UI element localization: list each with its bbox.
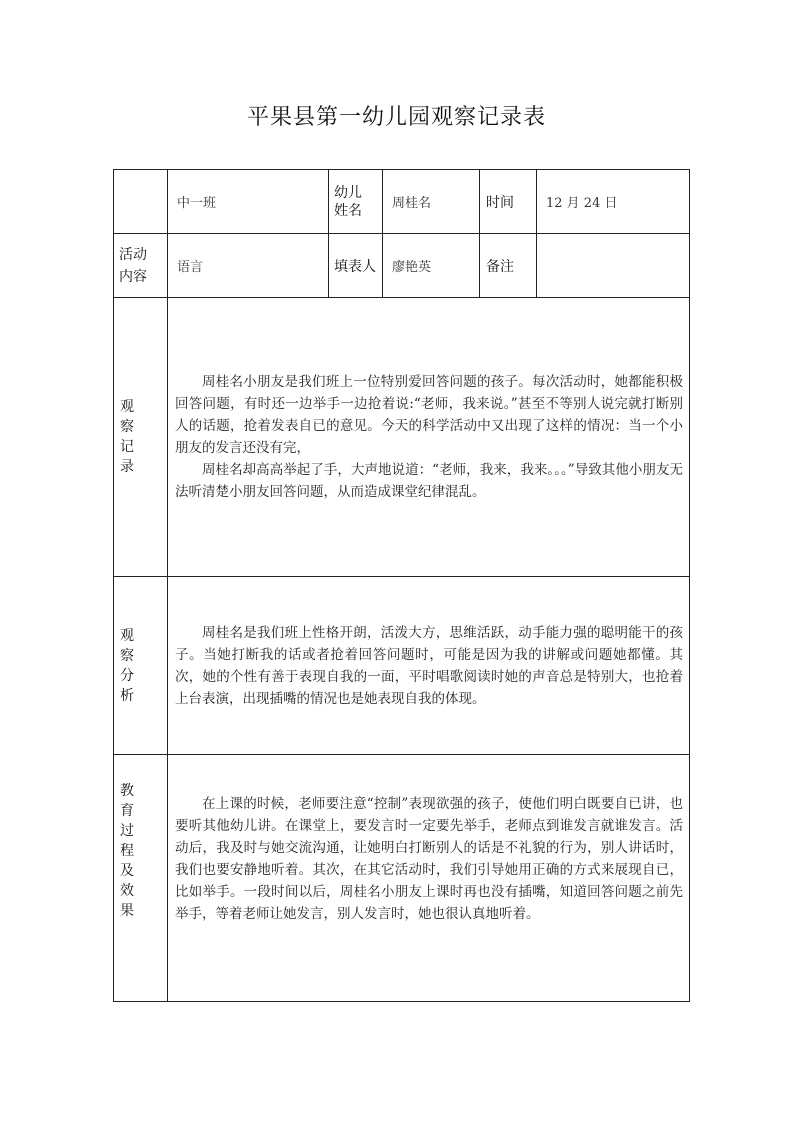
education-label [114, 755, 168, 1002]
class-value: 中一班 [168, 170, 329, 234]
analysis-label-char: 析 [120, 687, 134, 704]
education-label-char: 程 [120, 843, 134, 859]
record-content [168, 298, 690, 577]
child-name-label-line1: 幼儿 [334, 184, 362, 201]
time-value: 12 月 24 日 [537, 170, 690, 234]
activity-value: 语言 [168, 234, 329, 298]
record-label-char: 察 [120, 419, 134, 435]
header-row-1 [114, 170, 690, 234]
analysis-row [114, 577, 690, 755]
corner-cell [114, 170, 168, 234]
time-label: 时间 [480, 170, 537, 234]
education-label-char: 效 [120, 883, 134, 899]
education-label-char: 过 [120, 823, 134, 839]
activity-label [114, 234, 168, 298]
filler-value: 廖艳英 [383, 234, 480, 298]
analysis-label-char: 察 [120, 647, 134, 664]
analysis-label-char: 观 [120, 627, 134, 644]
activity-label-line1: 活动 [119, 246, 147, 263]
analysis-label-char: 分 [120, 667, 134, 684]
education-label-char: 育 [120, 803, 134, 819]
page-title: 平果县第一幼儿园观察记录表 [246, 105, 546, 130]
record-paragraph-1: 周桂名小朋友是我们班上一位特别爱回答问题的孩子。每次活动时，她都能积极回答问题，有时还一边举手一边抢着说:“老师，我来说。”甚至不等别人说完就打断别人的话题，抢着发表自已的意见。今天的科学活动中又出现了这样的情况：当一个小朋友的发言还没有完， [175, 374, 683, 456]
record-label-char: 录 [120, 459, 134, 475]
record-row [114, 298, 690, 577]
remark-value [537, 234, 690, 298]
record-label [114, 298, 168, 577]
child-name-value: 周桂名 [383, 170, 480, 234]
record-paragraph-2: 周桂名却高高举起了手，大声地说道：“老师，我来，我来。。。”导致其他小朋友无法听清楚小朋友回答问题，从而造成课堂纪律混乱。 [175, 462, 683, 500]
education-label-char: 教 [120, 783, 134, 799]
education-label-char: 及 [120, 863, 134, 879]
education-row [114, 755, 690, 1002]
analysis-label [114, 577, 168, 755]
observation-table [113, 169, 690, 1002]
child-name-label-line2: 姓名 [334, 202, 362, 219]
activity-label-line2: 内容 [119, 268, 147, 285]
education-paragraph: 在上课的时候，老师要注意“控制”表现欲强的孩子，使他们明白既要自已讲，也要听其他幼儿讲。在课堂上，要发言时一定要先举手，老师点到谁发言就谁发言。活动后，我及时与她交流沟通，让她明白打断别人的话是不礼貌的行为，别人讲话时，我们也要安静地听着。其次，在其它活动时，我们引导她用正确的方式来展现自已，比如举手。一段时间以后，周桂名小朋友上课时再也没有插嘴，知道回答问题之前先举手，等着老师让她发言，别人发言时，她也很认真地听着。 [175, 796, 683, 922]
education-content [168, 755, 690, 1002]
record-label-char: 记 [120, 439, 134, 455]
header-row-2 [114, 234, 690, 298]
record-label-char: 观 [120, 399, 134, 415]
filler-label: 填表人 [329, 234, 383, 298]
remark-label: 备注 [480, 234, 537, 298]
education-label-char: 果 [120, 903, 134, 919]
analysis-content [168, 577, 690, 755]
child-name-label [329, 170, 383, 234]
analysis-paragraph: 周桂名是我们班上性格开朗，活泼大方，思维活跃，动手能力强的聪明能干的孩子。当她打断我的话或者抢着回答问题时，可能是因为我的讲解或问题她都懂。其次，她的个性有善于表现自我的一面，平时唱歌阅读时她的声音总是特别大，也抢着上台表演，出现插嘴的情况也是她表现自我的体现。 [175, 624, 683, 707]
